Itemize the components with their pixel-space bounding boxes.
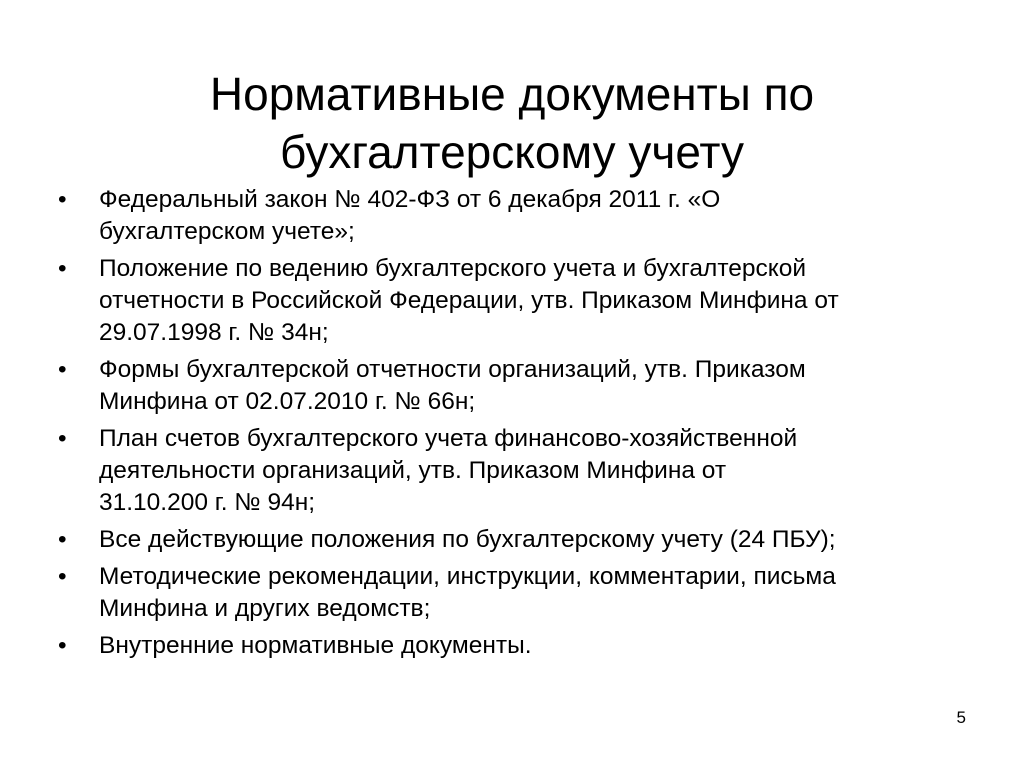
list-item-line: Внутренние нормативные документы.: [99, 632, 532, 659]
bullet-marker: •: [58, 563, 67, 590]
slide-title: [0, 65, 1024, 181]
list-item-line: Федеральный закон № 402-ФЗ от 6 декабря 2011 г. «О: [99, 186, 721, 213]
bullet-marker: •: [58, 356, 67, 383]
list-item-line: бухгалтерском учете»;: [99, 218, 355, 245]
list-item: [58, 630, 978, 662]
list-item: [58, 253, 978, 349]
list-item-line: Минфина от 02.07.2010 г. № 66н;: [99, 388, 476, 415]
list-item-line: Методические рекомендации, инструкции, комментарии, письма: [99, 563, 836, 590]
list-item: [58, 524, 978, 556]
list-item: [58, 561, 978, 625]
list-item: [58, 423, 978, 519]
bullet-marker: •: [58, 526, 67, 553]
list-item-line: деятельности организаций, утв. Приказом Минфина от: [99, 457, 727, 484]
list-item-line: отчетности в Российской Федерации, утв. Приказом Минфина от: [99, 287, 839, 314]
list-item: [58, 184, 978, 248]
bullet-marker: •: [58, 632, 67, 659]
bullet-marker: •: [58, 186, 67, 213]
list-item-line: Положение по ведению бухгалтерского учета и бухгалтерской: [99, 255, 807, 282]
page-number: 5: [956, 708, 966, 727]
list-item-line: Формы бухгалтерской отчетности организаций, утв. Приказом: [99, 356, 806, 383]
list-item-line: 31.10.200 г. № 94н;: [99, 489, 316, 516]
list-item-line: План счетов бухгалтерского учета финансово-хозяйственной: [99, 425, 798, 452]
list-item-line: 29.07.1998 г. № 34н;: [99, 319, 329, 346]
bullet-marker: •: [58, 255, 67, 282]
list-item-line: Все действующие положения по бухгалтерскому учету (24 ПБУ);: [99, 526, 836, 553]
bullet-marker: •: [58, 425, 67, 452]
bullet-list: [58, 184, 978, 667]
list-item: [58, 354, 978, 418]
slide-title-line-1: Нормативные документы по: [209, 67, 815, 120]
list-item-line: Минфина и других ведомств;: [99, 595, 431, 622]
slide-title-line-2: бухгалтерскому учету: [280, 125, 744, 178]
